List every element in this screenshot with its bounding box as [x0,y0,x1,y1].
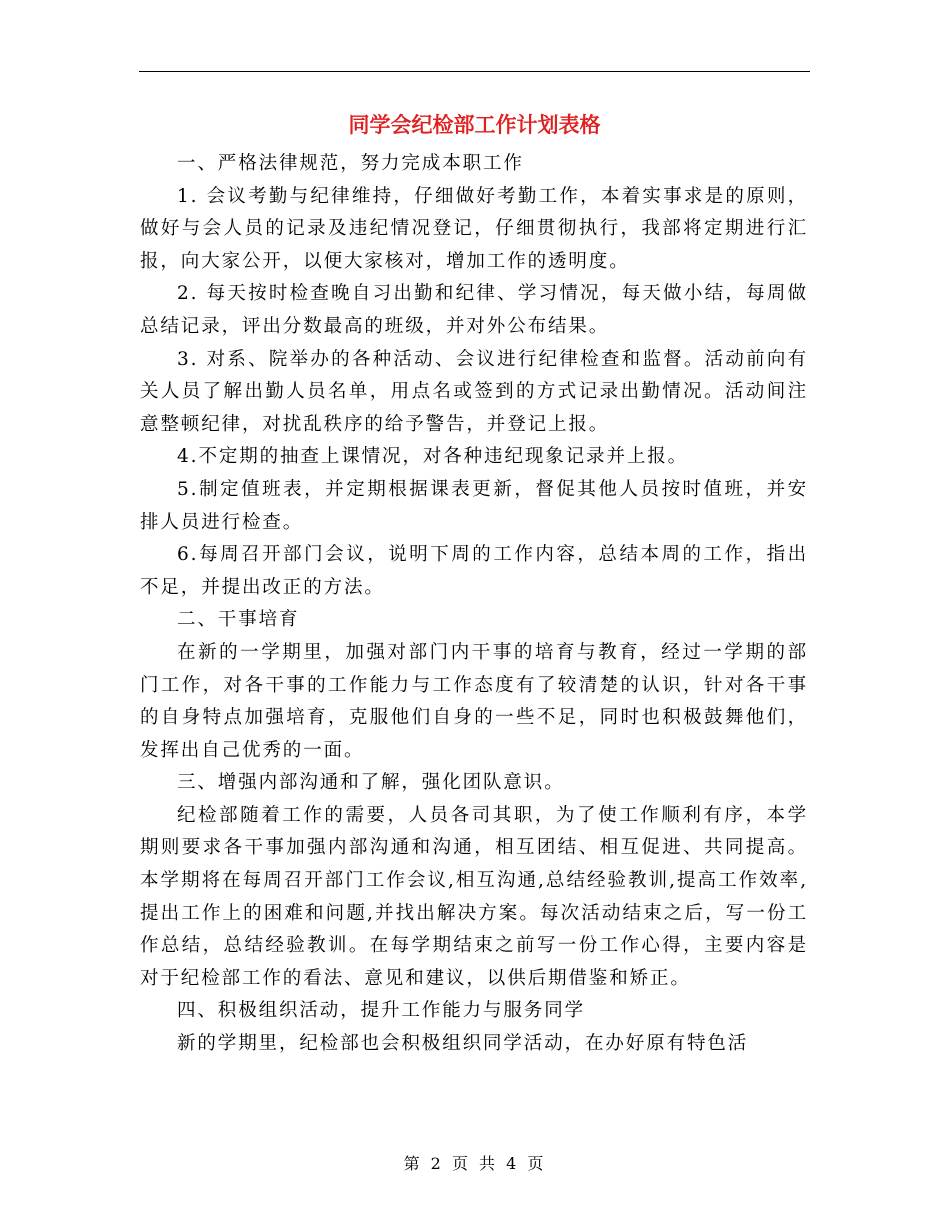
paragraph-item-5: 5.制定值班表，并定期根据课表更新，督促其他人员按时值班，并安排人员进行检查。 [140,478,808,533]
section-heading-2: 二、干事培育 [177,609,300,631]
paragraph-item-1: 1. 会议考勤与纪律维持，仔细做好考勤工作，本着实事求是的原则，做好与会人员的记录及违纪情况登记，仔细贯彻执行，我部将定期进行汇报，向大家公开，以便大家核对，增加工作的透明度。 [140,185,808,272]
paragraph-item-2: 2. 每天按时检查晚自习出勤和纪律、学习情况，每天做小结，每周做总结记录，评出分数最高的班级，并对外公布结果。 [140,283,808,337]
paragraph-item-6: 6.每周召开部门会议，说明下周的工作内容，总结本周的工作，指出不足，并提出改正的方法。 [140,544,808,598]
paragraph-training: 在新的一学期里，加强对部门内干事的培育与教育，经过一学期的部门工作，对各干事的工作能力与工作态度有了较清楚的认识，针对各干事的自身特点加强培育，克服他们自身的一些不足，同时也积极鼓舞他们，发挥出自己优秀的一面。 [140,641,808,761]
header-rule [139,71,810,72]
paragraph-communication: 纪检部随着工作的需要，人员各司其职，为了使工作顺利有序，本学期则要求各干事加强内部沟通和沟通，相互团结、相互促进、共同提高。本学期将在每周召开部门工作会议,相互沟通,总结经验教训,提高工作效率,提出工作上的困难和问题,并找出解决方案。每次活动结束之后，写一份工作总结，总结经验教训。在每学期结束之前写一份工作心得，主要内容是对于纪检部工作的看法、意见和建议，以供后期借鉴和矫正。 [140,804,808,989]
section-heading-4: 四、积极组织活动，提升工作能力与服务同学 [177,1000,586,1022]
paragraph-activities: 新的学期里，纪检部也会积极组织同学活动，在办好原有特色活 [177,1033,749,1055]
paragraph-item-4: 4.不定期的抽查上课情况，对各种违纪现象记录并上报。 [177,446,689,468]
paragraph-item-3: 3. 对系、院举办的各种活动、会议进行纪律检查和监督。活动前向有关人员了解出勤人员名单，用点名或签到的方式记录出勤情况。活动间注意整顿纪律，对扰乱秩序的给予警告，并登记上报。 [140,348,808,435]
document-body [140,148,808,1061]
section-heading-3: 三、增强内部沟通和了解，强化团队意识。 [177,772,565,794]
section-heading-1: 一、严格法律规范，努力完成本职工作 [177,153,524,174]
document-title: 同学会纪检部工作计划表格 [348,112,601,137]
page-number-footer: 第 2 页 共 4 页 [403,1154,547,1173]
